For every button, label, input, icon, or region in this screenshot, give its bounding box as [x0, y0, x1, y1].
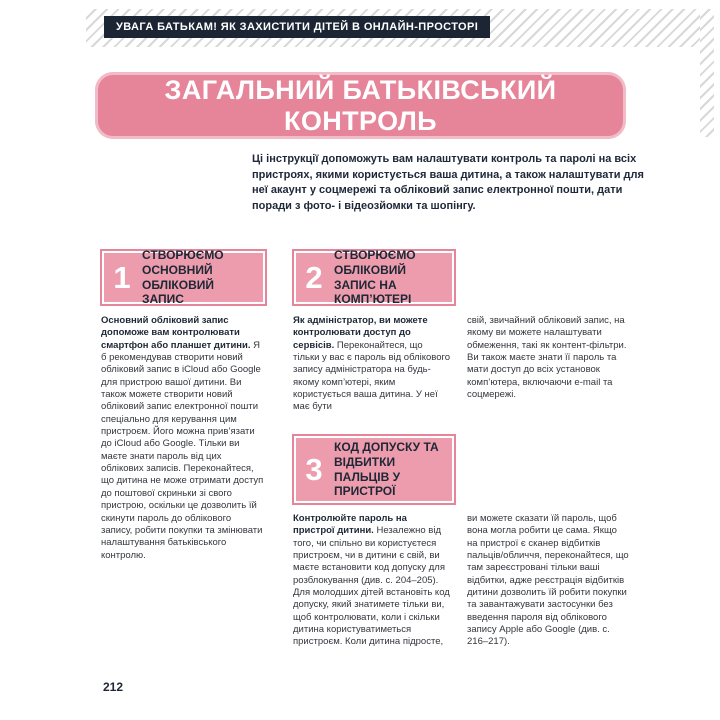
section-2-text-col1: Переконайтеся, що тільки у вас є пароль від облікового запису адміністратора на будь-якому комп’ютері, яким користується ваша дитина. У неї має бути: [293, 339, 451, 413]
section-3-title: КОД ДОПУСКУ ТА ВІДБИТКИ ПАЛЬЦІВ У ПРИСТРОЇ: [334, 440, 439, 499]
section-2-column-1: [293, 315, 451, 414]
section-1-header: [100, 249, 267, 306]
section-2-lead: Як адміністратор, ви можете контролювати доступ до сервісів.: [293, 315, 428, 351]
section-3-number: 3: [305, 451, 323, 487]
section-3-header: [292, 434, 456, 505]
page-number: 212: [103, 680, 124, 694]
intro-paragraph: Ці інструкції допоможуть вам налаштувати контроль та паролі на всіх пристроях, якими користується ваша дитина, а також налаштувати для неї акаунт у соцмережі та обліковий запис електронної пошти, дати поради з фото- і відеозйомки та шопінгу.: [252, 153, 644, 212]
section-1-lead: Основний обліковий запис допоможе вам контролювати смартфон або планшет дитини.: [101, 315, 251, 351]
right-stripe-band: [700, 9, 714, 137]
section-2-title: СТВОРЮЄМО ОБЛІКОВИЙ ЗАПИС НА КОМП’ЮТЕРІ: [334, 248, 416, 307]
section-1-body: [101, 315, 264, 562]
section-1-text: Я б рекомендував створити новий обліковий запис в iCloud або Google для пристрою вашої дитини. Ви також можете створити новий обліковий запис електронної пошти спеціально для керування цим пристроєм. Його можна прив’язати до iCloud або Google. Тільки ви маєте знати пароль від цих облікових записів. Переконайтеся, що дитина не може отримати доступ до поштової скриньки зі свого пристрою, оскільки це дозволить їй скинути пароль до облікового запису, робити покупки та змінювати налаштування батьківського контролю.: [101, 339, 264, 561]
section-2-text-col2: свій, звичайний обліковий запис, на якому ви можете налаштувати обмеження, такі як контент-фільтри. Ви також маєте знати її пароль та мати доступ до всіх установок комп’ютера, включаючи e-mail та соцмережі.: [467, 315, 627, 401]
section-3-text-col2: ви можете сказати їй пароль, щоб вона могла робити це сама. Якщо на пристрої є сканер відбитків пальців/обличчя, переконайтеся, що там зареєстровані тільки ваші відбитки, адже реєстрація відбитків дитини дозволить їй робити покупки та завантажувати застосунки без введення пароля від облікового запису Apple або Google (див. с. 216–217).: [467, 513, 629, 648]
page-title: ЗАГАЛЬНИЙ БАТЬКІВСЬКИЙ КОНТРОЛЬ: [164, 74, 557, 136]
chapter-badge: УВАГА БАТЬКАМ! ЯК ЗАХИСТИТИ ДІТЕЙ В ОНЛАЙН-ПРОСТОРІ: [104, 16, 490, 38]
section-2-header: [292, 249, 456, 306]
section-1-title: СТВОРЮЄМО ОСНОВНИЙ ОБЛІКОВИЙ ЗАПИС: [142, 248, 224, 307]
section-3-text-col1: Незалежно від того, чи спільно ви користуєтеся пристроєм, чи в дитини є свій, ви маєте встановити код допуску для розблокування (див. с. 204–205). Для молодших дітей встановіть код допуску, який знатимете тільки ви, щоб контролювати, коли і скільки дитина користуватиметься пристроєм. Коли дитина підросте,: [293, 525, 450, 648]
page-title-banner: [95, 72, 626, 139]
section-1-number: 1: [113, 259, 131, 295]
section-2-column-2: [467, 315, 629, 401]
section-2-number: 2: [305, 259, 323, 295]
section-3-column-1: [293, 513, 451, 649]
section-3-column-2: [467, 513, 629, 649]
section-3-lead: Контролюйте пароль на пристрої дитини.: [293, 513, 407, 537]
